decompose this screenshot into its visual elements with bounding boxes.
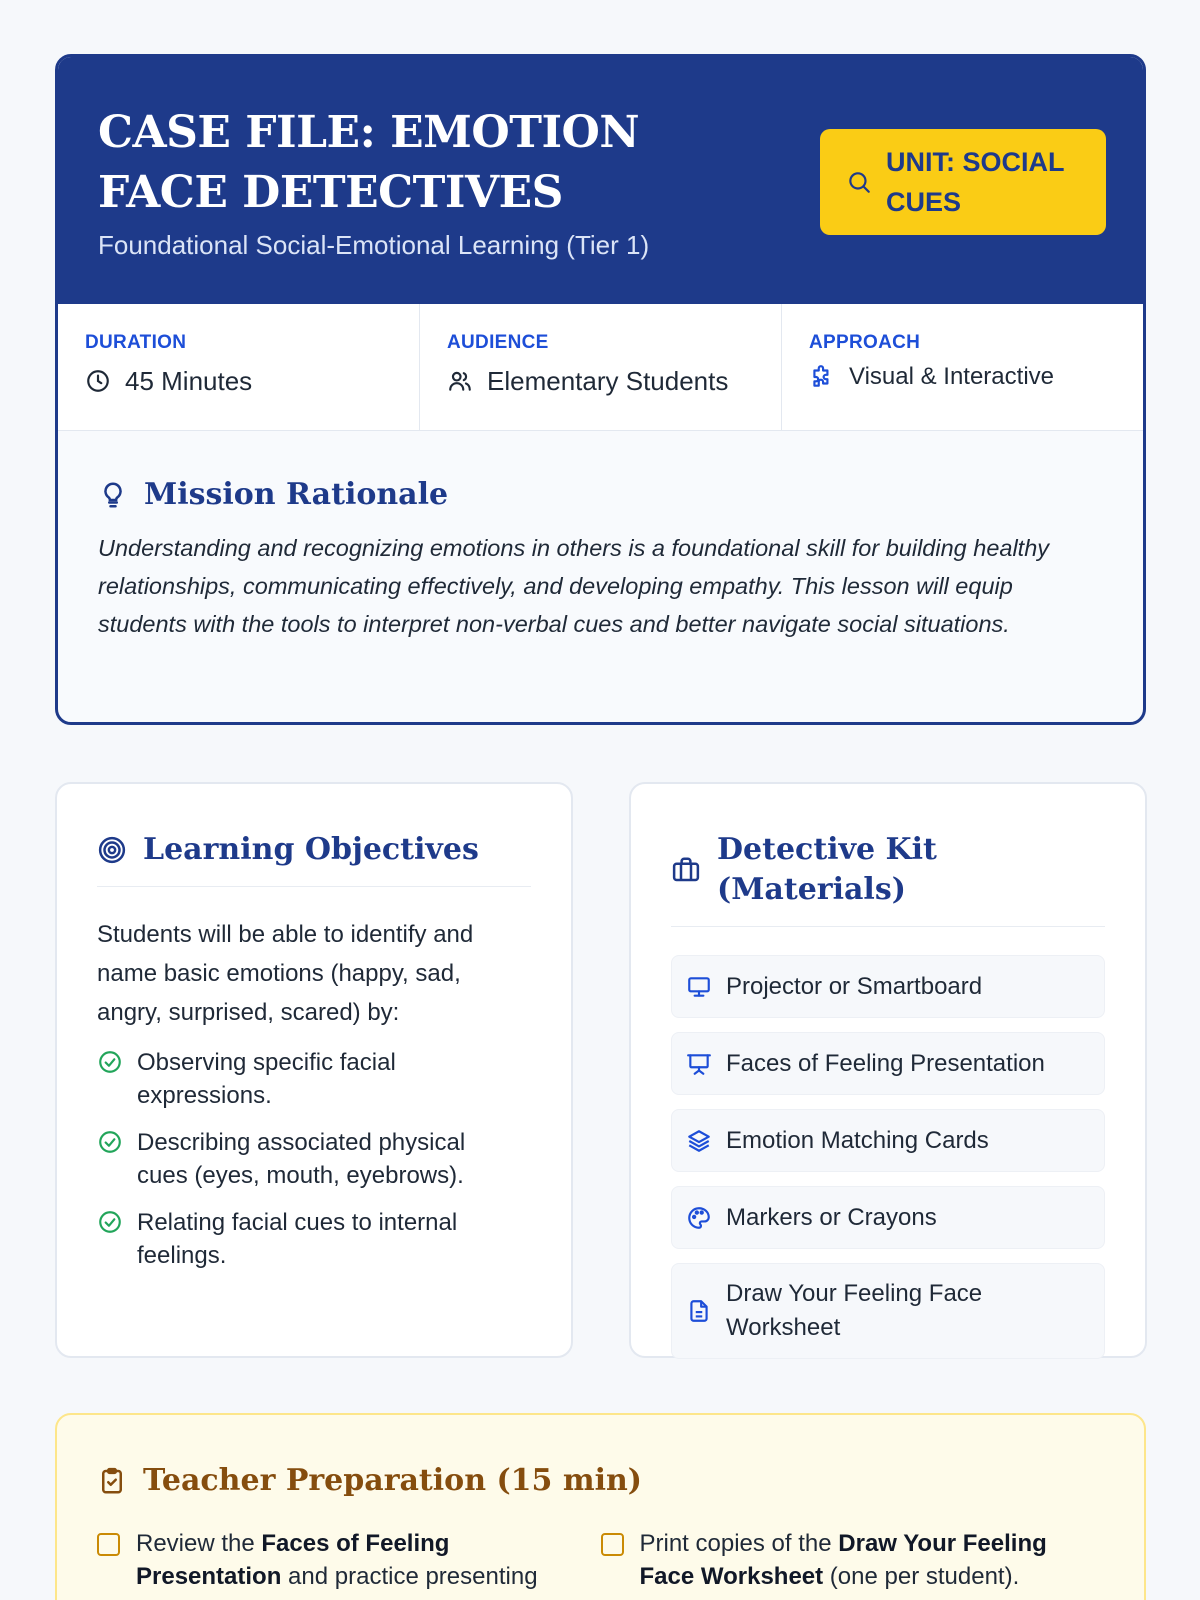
prep-heading [97,1461,1104,1501]
prep-text-part: and practice presenting [281,1563,538,1590]
approach-row [809,360,1143,394]
clipboard-check-icon [97,1466,127,1496]
page-title: CASE FILE: EMOTION FACE DETECTIVES [98,107,640,218]
material-label: Emotion Matching Cards [726,1126,989,1154]
objective-text: Relating facial cues to internal feelings. [137,1209,458,1269]
lightbulb-icon [98,480,128,510]
prep-text-part: Print copies of the [639,1530,839,1557]
prep-text-part: Review the [136,1530,262,1557]
puzzle-icon [809,364,835,390]
material-label: Projector or Smartboard [726,972,983,1000]
material-label: Faces of Feeling Presentation [726,1049,1045,1077]
check-circle-icon [97,1209,123,1235]
users-icon [447,368,473,394]
prep-text-part: (one per student). [823,1563,1020,1590]
approach-value: Visual & Interactive [849,363,1054,390]
prep-task-review[interactable] [97,1527,601,1593]
check-circle-icon [97,1049,123,1075]
objectives-intro: Students will be able to identify and name basic emotions (happy, sad, angry, surprised, scared) by: [97,921,474,1026]
document-icon [686,1298,712,1324]
prep-task-text [640,1527,1080,1593]
unit-badge-label: UNIT: SOCIAL CUES [886,147,1065,217]
kit-heading [671,830,1105,927]
material-item-markers [671,1186,1105,1249]
list-item [97,1206,531,1272]
rationale-heading [98,475,1103,515]
page-subtitle: Foundational Social-Emotional Learning (Tier 1) [98,230,650,260]
layers-icon [686,1128,712,1154]
audience-value: Elementary Students [487,366,729,396]
material-item-presentation [671,1032,1105,1095]
briefcase-icon [671,855,701,885]
learning-objectives-card [55,782,573,1358]
detective-kit-card [629,782,1147,1358]
palette-icon [686,1205,712,1231]
material-label: Markers or Crayons [726,1203,937,1231]
check-circle-icon [97,1129,123,1155]
prep-task-print[interactable] [601,1527,1105,1593]
prep-title: Teacher Preparation (15 min) [143,1463,642,1498]
prep-text-bold: Faces of Feeling Presentation [136,1530,450,1590]
objectives-heading [97,830,531,887]
list-item [97,1126,531,1192]
duration-row [85,364,419,398]
case-file-header [58,57,1143,304]
unit-badge [820,129,1106,235]
mission-rationale [58,431,1143,643]
kit-title: Detective Kit (Materials) [717,832,937,907]
approach-label: APPROACH [809,332,921,353]
lesson-meta [58,304,1143,431]
meta-duration [58,304,420,430]
meta-approach [782,304,1143,430]
material-item-cards [671,1109,1105,1172]
prep-checklist [97,1527,1104,1593]
objective-text: Describing associated physical cues (eyes, mouth, eyebrows). [137,1129,466,1189]
prep-checkbox[interactable] [601,1533,624,1556]
audience-row [447,364,781,398]
material-label: Draw Your Feeling Face Worksheet [726,1280,983,1341]
materials-list [671,955,1105,1359]
case-file-card [55,54,1146,725]
objectives-title: Learning Objectives [143,832,479,867]
duration-value: 45 Minutes [125,366,253,396]
meta-audience [420,304,782,430]
rationale-text: Understanding and recognizing emotions in others is a foundational skill for building healthy relationships, communicating effectively, and developing empathy. This lesson will equip students with the tools to interpret non-verbal cues and better navigate social situations. [98,535,1050,637]
duration-label: DURATION [85,332,187,353]
audience-label: AUDIENCE [447,332,549,353]
monitor-icon [686,974,712,1000]
list-item [97,1046,531,1112]
prep-task-text [136,1527,576,1593]
clock-icon [85,368,111,394]
target-icon [97,835,127,865]
teacher-preparation-card [55,1413,1146,1600]
rationale-title: Mission Rationale [144,477,449,512]
material-item-worksheet [671,1263,1105,1359]
prep-text-bold: Draw Your Feeling Face Worksheet [639,1530,1047,1590]
presentation-icon [686,1051,712,1077]
objective-text: Observing specific facial expressions. [137,1049,396,1109]
prep-checkbox[interactable] [97,1533,120,1556]
material-item-projector [671,955,1105,1018]
objectives-list [97,1046,531,1272]
search-icon [846,169,872,195]
